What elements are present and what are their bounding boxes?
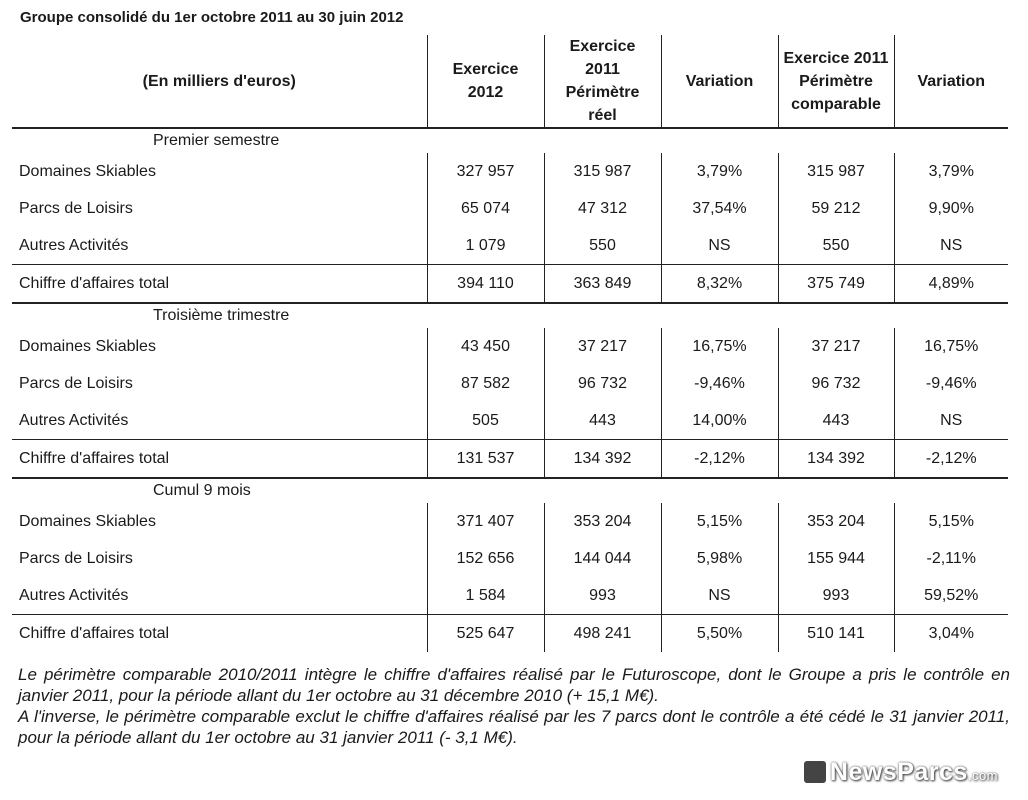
section-row [12, 478, 1008, 503]
row-value: 96 732 [778, 365, 894, 402]
watermark [804, 758, 998, 787]
table-row [12, 190, 1008, 227]
row-value: 1 079 [427, 227, 544, 265]
row-value: -9,46% [894, 365, 1008, 402]
row-value: -2,12% [894, 440, 1008, 479]
row-value: 134 392 [778, 440, 894, 479]
row-value: 155 944 [778, 540, 894, 577]
row-value: 353 204 [544, 503, 661, 540]
header-exercice-2012: Exercice 2012 [427, 35, 544, 128]
row-value: 131 537 [427, 440, 544, 479]
row-label: Autres Activités [19, 586, 129, 604]
row-value: 96 732 [544, 365, 661, 402]
revenue-table [12, 35, 1008, 652]
table-row [12, 503, 1008, 540]
row-value: 550 [778, 227, 894, 265]
row-value: 993 [778, 577, 894, 615]
row-value: NS [661, 227, 778, 265]
total-row [12, 440, 1008, 479]
table-row [12, 328, 1008, 365]
footnote-2: A l'inverse, le périmètre comparable exclut le chiffre d'affaires réalisé par les 7 parcs dont le contrôle a été cédé le 31 janvier 2011, pour la période allant du 1er octobre au 31 janvier 2011 (- 3,1 M€). [18, 707, 1010, 747]
row-value: 394 110 [427, 265, 544, 304]
watermark-suffix: .com [967, 768, 998, 783]
row-value: 505 [427, 402, 544, 440]
row-value: 353 204 [778, 503, 894, 540]
row-value: 8,32% [661, 265, 778, 304]
total-row [12, 615, 1008, 653]
row-value: 993 [544, 577, 661, 615]
header-variation-comparable: Variation [894, 35, 1008, 128]
row-value: 498 241 [544, 615, 661, 653]
section-title: Troisième trimestre [153, 307, 290, 324]
row-value: 59,52% [894, 577, 1008, 615]
row-value: 525 647 [427, 615, 544, 653]
row-value: 16,75% [894, 328, 1008, 365]
header-exercice-2011-reel: Exercice 2011 Périmètre réel [544, 35, 661, 128]
section-title: Cumul 9 mois [153, 482, 251, 499]
row-value: 152 656 [427, 540, 544, 577]
row-label: Domaines Skiables [19, 512, 156, 530]
header-exercice-2011-comparable: Exercice 2011 Périmètre comparable [778, 35, 894, 128]
row-value: 37,54% [661, 190, 778, 227]
row-value: -2,11% [894, 540, 1008, 577]
row-value: 87 582 [427, 365, 544, 402]
row-value: 5,98% [661, 540, 778, 577]
table-row [12, 577, 1008, 615]
row-label: Parcs de Loisirs [19, 374, 133, 392]
row-label: Domaines Skiables [19, 337, 156, 355]
table-row [12, 540, 1008, 577]
row-value: 65 074 [427, 190, 544, 227]
row-value: 59 212 [778, 190, 894, 227]
row-value: -9,46% [661, 365, 778, 402]
row-value: 5,15% [661, 503, 778, 540]
header-label: (En milliers d'euros) [12, 35, 427, 128]
section-title: Premier semestre [153, 132, 280, 149]
row-value: 16,75% [661, 328, 778, 365]
total-row [12, 265, 1008, 304]
table-row [12, 402, 1008, 440]
row-value: 9,90% [894, 190, 1008, 227]
row-label: Domaines Skiables [19, 162, 156, 180]
row-value: 144 044 [544, 540, 661, 577]
header-row [12, 35, 1008, 128]
row-label: Chiffre d'affaires total [12, 440, 427, 479]
table-row [12, 153, 1008, 190]
row-value: 371 407 [427, 503, 544, 540]
section-row [12, 128, 1008, 153]
row-label: Chiffre d'affaires total [12, 265, 427, 304]
table-row [12, 227, 1008, 265]
row-value: 327 957 [427, 153, 544, 190]
footnotes [18, 664, 1010, 748]
row-value: NS [661, 577, 778, 615]
row-value: 14,00% [661, 402, 778, 440]
row-value: 5,15% [894, 503, 1008, 540]
row-value: 4,89% [894, 265, 1008, 304]
header-variation-reel: Variation [661, 35, 778, 128]
row-value: 3,79% [661, 153, 778, 190]
row-label: Autres Activités [19, 236, 129, 254]
row-value: 43 450 [427, 328, 544, 365]
row-value: 315 987 [544, 153, 661, 190]
watermark-name: NewsParcs [829, 758, 968, 786]
row-value: 5,50% [661, 615, 778, 653]
row-value: 510 141 [778, 615, 894, 653]
row-value: 443 [544, 402, 661, 440]
row-value: 363 849 [544, 265, 661, 304]
section-title-cell [12, 303, 1008, 328]
row-label: Autres Activités [19, 411, 129, 429]
row-value: 443 [778, 402, 894, 440]
row-label: Parcs de Loisirs [19, 199, 133, 217]
row-value: 550 [544, 227, 661, 265]
row-value: 3,04% [894, 615, 1008, 653]
footnote-1: Le périmètre comparable 2010/2011 intègre le chiffre d'affaires réalisé par le Futuroscope, dont le Groupe a pris le contrôle en janvier 2011, pour la période allant du 1er octobre au 31 décembre 2010 (+ 15,1 M€). [18, 665, 1010, 705]
row-value: 134 392 [544, 440, 661, 479]
row-value: 315 987 [778, 153, 894, 190]
section-title-cell [12, 128, 1008, 153]
row-value: 37 217 [778, 328, 894, 365]
section-title-cell [12, 478, 1008, 503]
row-value: NS [894, 402, 1008, 440]
newsparcs-logo-icon [804, 761, 826, 783]
row-value: 1 584 [427, 577, 544, 615]
row-value: NS [894, 227, 1008, 265]
table-row [12, 365, 1008, 402]
section-row [12, 303, 1008, 328]
table-caption: Groupe consolidé du 1er octobre 2011 au 30 juin 2012 [20, 9, 404, 26]
row-value: 37 217 [544, 328, 661, 365]
row-value: -2,12% [661, 440, 778, 479]
row-label: Chiffre d'affaires total [12, 615, 427, 653]
row-value: 3,79% [894, 153, 1008, 190]
row-value: 375 749 [778, 265, 894, 304]
row-label: Parcs de Loisirs [19, 549, 133, 567]
row-value: 47 312 [544, 190, 661, 227]
